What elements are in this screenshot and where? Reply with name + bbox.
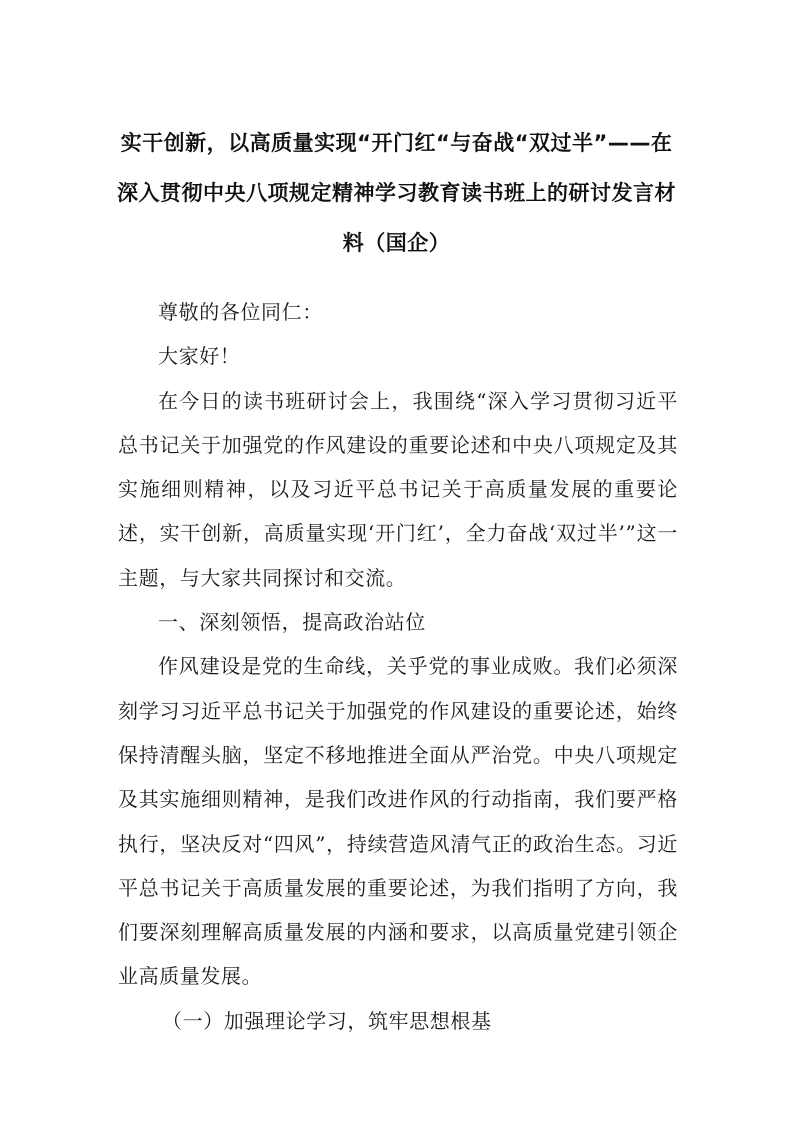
salutation-paragraph: 尊敬的各位同仁：: [158, 300, 323, 324]
section-heading-1: 一、深刻领悟，提高政治站位: [158, 610, 426, 635]
intro-paragraph: 在今日的读书班研讨会上，我围绕“深入学习贯彻习近平总书记关于加强党的作风建设的重要论述和中央八项规定及其实施细则精神，以及习近平总书记关于高质量发展的重要论述，实干创新，高质量实现‘开门红’，全力奋战‘双过半’”这一主题，与大家共同探讨和交流。: [118, 388, 678, 590]
greeting-paragraph: 大家好！: [158, 344, 241, 369]
document-body: [118, 290, 678, 1043]
document-title: 实干创新，以高质量实现“开门红“与奋战“双过半”——在深入贯彻中央八项规定精神学习教育读书班上的研讨发言材料（国企）: [117, 131, 676, 255]
subsection-heading-1: （一）加强理论学习，筑牢思想根基: [162, 1008, 492, 1033]
section-1-paragraph: 作风建设是党的生命线，关乎党的事业成败。我们必须深刻学习习近平总书记关于加强党的作风建设的重要论述，始终保持清醒头脑，坚定不移地推进全面从严治党。中央八项规定及其实施细则精神，是我们改进作风的行动指南，我们要严格执行，坚决反对“四风”，持续营造风清气正的政治生态。习近平总书记关于高质量发展的重要论述，为我们指明了方向，我们要深刻理解高质量发展的内涵和要求，以高质量党建引领企业高质量发展。: [118, 654, 678, 989]
